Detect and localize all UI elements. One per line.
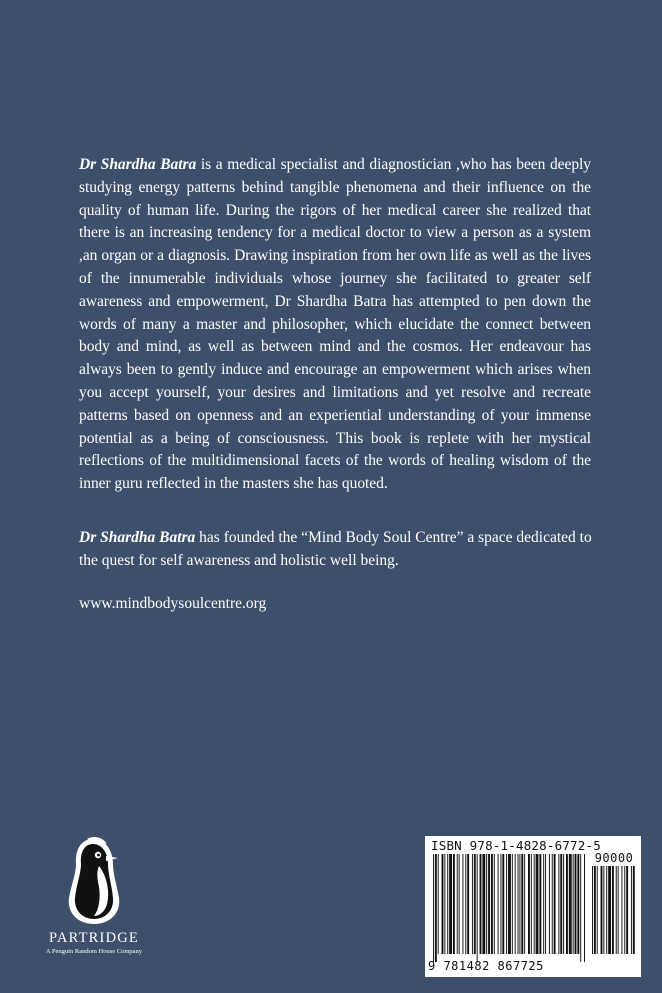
barcode-bar [482,854,485,954]
barcode-bar [519,854,520,954]
barcode-bar [621,866,622,954]
barcode-bar [491,854,493,954]
barcode-bar [477,854,478,962]
barcode-bar [521,854,523,954]
barcode [425,836,641,977]
barcode-bar [444,854,445,954]
barcode-bar [539,854,541,954]
barcode-bar [566,854,568,954]
barcode-bar [536,854,539,954]
barcode-bar [524,854,525,954]
barcode-bar [457,854,458,954]
barcode-bar [534,854,535,954]
barcode-bar [584,854,585,962]
author-bio-paragraph [79,154,591,496]
author-name-2: Dr Shardha Batra [79,529,196,546]
barcode-bar [447,854,448,954]
barcode-bar [467,854,469,954]
barcode-bar [433,854,434,962]
barcode-bar [531,854,532,954]
barcode-bar [597,866,598,954]
barcode-bar [488,854,490,954]
barcode-bar [577,854,579,954]
centre-paragraph [79,527,599,573]
barcode-bar [508,854,511,954]
barcode-bar [494,854,495,954]
barcode-bar [606,866,607,954]
barcode-bar [512,854,513,954]
penguin-icon [63,836,125,926]
barcode-bar [518,854,519,954]
website-link[interactable]: www.mindbodysoulcentre.org [79,595,267,612]
barcode-bar [580,854,581,962]
barcode-bar [449,854,452,954]
ean-barcode-bars [431,854,587,962]
barcode-bar [435,854,437,962]
centre-text: has founded the “Mind Body Soul Centre” a space dedicated to the quest for self awareness and holistic well being. [79,529,592,569]
author-name: Dr Shardha Batra [79,156,197,173]
barcode-bar [498,854,499,954]
barcode-bar [500,854,501,954]
barcode-bar [558,854,559,954]
barcode-bar [472,854,473,954]
publisher-tagline: A Penguin Random House Company [45,948,143,955]
barcode-bar [616,866,617,954]
barcode-bar [624,866,625,954]
barcode-bar [442,854,444,954]
addon-barcode-bars [590,866,636,962]
barcode-bar [545,854,546,954]
barcode-bar [528,854,530,954]
ean-number: 9 781482 867725 [428,959,544,973]
barcode-bar [601,866,603,954]
barcode-bar [506,854,507,954]
publisher-name: PARTRIDGE [49,930,139,946]
barcode-bar [633,866,635,954]
barcode-bar [486,854,487,954]
isbn-label: ISBN 978-1-4828-6772-5 [431,838,601,853]
barcode-bar [543,854,544,954]
barcode-bar [569,854,572,954]
barcode-bar [563,854,564,954]
bio-text: is a medical specialist and diagnostician ,who has been deeply studying energy patterns behind tangible phenomena and their influence on the quality of human life. During the rigors of her medical career she realized that there is an increasing tendency for a medical doctor to view a person as a system ,an organ or a diagnosis. Drawing inspiration from her own life as well as the lives of the innumerable individuals whose journey she facilitated to greater self awareness and empowerment, Dr Shardha Batra has attempted to pen down the words of many a master and philosopher, which elucidate the connect between body and mind, as well as between mind and the cosmos. Her endeavour has always been to gently induce and encourage an empowerment which arises when you accept yourself, your desires and limitations and yet resolve and recreate patterns based on openness and an experiential understanding of your immense potential as a being of consciousness. This book is replete with her mystical reflections of the multidimensional facets of the words of healing wisdom of the inner guru reflected in the masters she has quoted. [79,156,591,493]
barcode-bar [462,854,463,954]
barcode-bar [631,866,632,954]
barcode-bar [552,854,553,954]
barcode-bar [626,866,628,954]
barcode-bar [453,854,455,954]
barcode-bar [474,854,476,954]
barcode-bar [515,854,516,954]
barcode-bar [592,866,593,954]
barcode-bar [459,854,460,954]
barcode-bar [594,866,596,954]
barcode-bar [603,866,604,954]
addon-number: 90000 [594,851,634,865]
barcode-bar [573,854,574,954]
publisher-logo [32,836,156,955]
barcode-bar [438,854,439,954]
barcode-bar [480,854,482,954]
barcode-bar [575,854,577,954]
barcode-bar [502,854,504,954]
barcode-bar [554,854,556,954]
barcode-bar [608,866,611,954]
barcode-bar [549,854,550,954]
barcode-bar [612,866,614,954]
barcode-bar [465,854,466,954]
barcode-bar [560,854,562,954]
barcode-bar [618,866,619,954]
